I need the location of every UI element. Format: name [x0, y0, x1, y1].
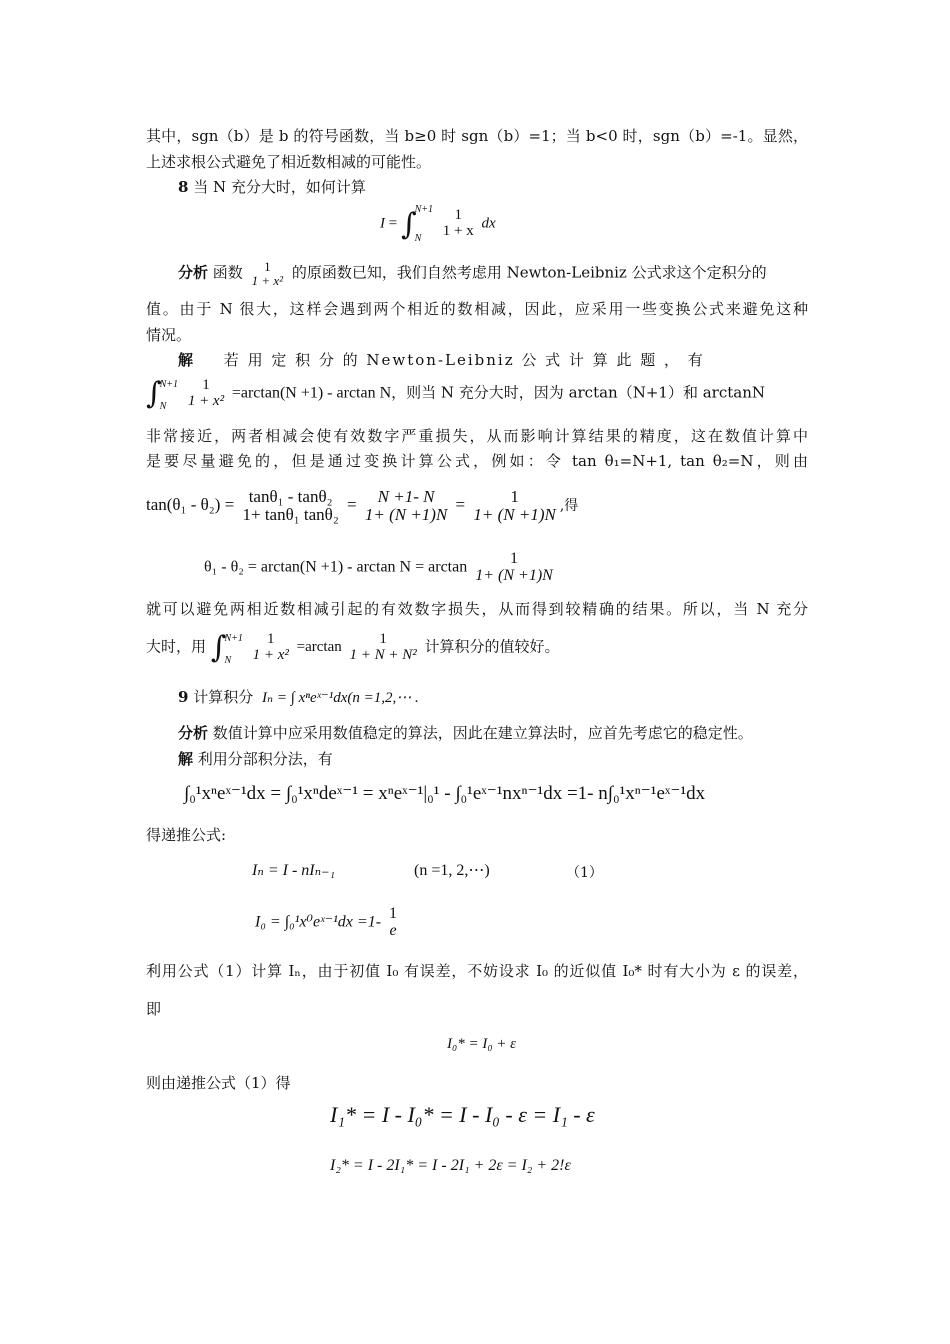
solution-text: 若 用 定 积 分 的 Newton-Leibniz 公 式 计 算 此 题 ， 有: [223, 351, 705, 369]
fraction: [473, 551, 555, 585]
paragraph-text: 计算积分的值较好。: [424, 637, 560, 656]
integral-lower: N: [414, 233, 422, 244]
integral-limits: [224, 628, 242, 668]
fraction: [441, 208, 476, 240]
fraction: [348, 632, 419, 664]
eq-symbol: I: [380, 215, 385, 232]
solution-8-line6: [146, 628, 560, 668]
solution-label: 解: [178, 750, 194, 768]
equation-i0: [255, 906, 401, 940]
question-number: 8: [178, 178, 189, 196]
eq-symbol: =: [455, 494, 466, 514]
fraction-numerator: 1: [202, 377, 210, 394]
eq-symbol: =arctan: [296, 639, 342, 656]
fraction-denominator: 1 + x²: [251, 272, 284, 288]
fraction: [471, 488, 557, 524]
paragraph-text: 大时，用: [146, 637, 207, 656]
fraction-numerator: N +1- N: [377, 487, 435, 506]
equation-epsilon: I₀* = I₀ + ε: [447, 1036, 517, 1052]
solution-8-line1: [178, 349, 808, 371]
fraction: [251, 632, 291, 664]
solution-8-line2: [146, 374, 765, 414]
equation-i1: I₁* = I - I₀* = I - I₀ - ε = I₁ - ε: [330, 1102, 595, 1127]
integral-limits: [415, 204, 433, 244]
paragraph-line: 就可以避免两相近数相减引起的有效数字损失，从而得到较精确的结果。所以，当 N 充分: [146, 600, 808, 618]
fraction-numerator: 1: [510, 550, 519, 567]
eq-symbol: =: [388, 215, 398, 232]
equation-integration-by-parts: ∫₀¹xⁿeˣ⁻¹dx = ∫₀¹xⁿdeˣ⁻¹ = xⁿeˣ⁻¹|₀¹ - ∫₀¹eˣ⁻¹nxⁿ⁻¹dx =1- n∫₀¹xⁿ⁻¹eˣ⁻¹dx: [184, 783, 706, 804]
analysis-8-line1: [178, 260, 767, 287]
equation-recursion-condition: (n =1, 2,⋯): [414, 862, 490, 879]
analysis-9: [178, 722, 753, 744]
recursion-label: 得递推公式:: [146, 826, 227, 844]
inline-equation: [210, 630, 425, 666]
integral-sign: ∫: [210, 630, 227, 665]
question-number: 9: [178, 688, 189, 706]
question-equation: Iₙ = ∫ xⁿeˣ⁻¹dx(n =1,2,⋯ .: [262, 690, 419, 706]
fraction-denominator: 1 + N + N²: [349, 647, 417, 663]
paragraph-line: 则由递推公式（1）得: [146, 1074, 291, 1092]
fraction: [363, 488, 449, 524]
fraction-numerator: 1: [454, 207, 463, 224]
fraction: [240, 488, 340, 524]
fraction-denominator: 1+ (N +1)N: [473, 504, 556, 524]
eq-lhs: tan(θ₁ - θ₂) =: [146, 494, 235, 514]
paragraph-line: 即: [146, 1000, 162, 1018]
fraction-denominator: 1+ (N +1)N: [475, 566, 553, 584]
fraction-numerator: 1: [379, 631, 387, 648]
paragraph-text: ，则当 N 充分大时，因为 arctan（N+1）和 arctanN: [391, 383, 765, 402]
fraction-denominator: 1 + x: [442, 223, 474, 239]
solution-label: 解: [178, 351, 194, 369]
analysis-label: 分析: [178, 724, 209, 742]
eq-symbol: dx: [481, 215, 496, 232]
fraction-denominator: 1 + x²: [187, 393, 225, 409]
fraction-numerator: 1: [389, 905, 398, 922]
solution-text: 利用分部积分法，有: [197, 750, 333, 768]
paragraph-line: 是要尽量避免的，但是通过变换计算公式，例如：令 tan θ₁=N+1, tan θ₂=N，则由: [146, 452, 808, 470]
integral-lower: N: [159, 401, 167, 412]
eq-tail: ,得: [559, 497, 579, 514]
fraction-denominator: 1+ (N +1)N: [364, 504, 448, 524]
paragraph-line: 情况。: [146, 326, 192, 344]
question-9: [178, 686, 419, 709]
paragraph-line: 非常接近，两者相减会使有效数字严重损失，从而影响计算结果的精度，这在数值计算中: [146, 427, 808, 445]
equation-tan-difference: [146, 488, 578, 524]
integral-lower: N: [224, 655, 232, 666]
fraction-denominator: 1+ tanθ₁ tanθ₂: [242, 504, 339, 524]
question-text: 当 N 充分大时，如何计算: [193, 178, 366, 196]
fraction-denominator: 1 + x²: [252, 647, 289, 663]
question-8: [178, 176, 366, 198]
equation-i2: I₂* = I - 2I₁* = I - 2I₁ + 2ε = I₂ + 2!ε: [330, 1157, 571, 1174]
paragraph-line: 利用公式（1）计算 Iₙ，由于初值 I₀ 有误差，不妨设求 I₀ 的近似值 I₀* 时有大小为 ε 的误差，: [146, 962, 808, 980]
analysis-text: 数值计算中应采用数值稳定的算法，因此在建立算法时，应首先考虑它的稳定性。: [212, 724, 753, 742]
equation-tag: （1）: [566, 865, 603, 881]
integral-upper: N+1: [159, 379, 179, 390]
paragraph-line: 上述求根公式避免了相近数相减的可能性。: [146, 153, 432, 171]
eq-lhs: θ₁ - θ₂ = arctan(N +1) - arctan N = arctan: [204, 558, 468, 576]
integral-sign: ∫: [400, 206, 417, 242]
integral-upper: N+1: [224, 633, 243, 644]
fraction-numerator: tanθ₁ - tanθ₂: [248, 487, 333, 506]
fraction: [250, 260, 285, 287]
analysis-text: 的原函数已知，我们自然考虑用 Newton-Leibniz 公式求这个定积分的: [291, 263, 767, 282]
integral-upper: N+1: [414, 204, 434, 215]
fraction: [186, 378, 226, 410]
fraction: [387, 906, 399, 940]
analysis-text: 函数: [212, 263, 243, 282]
integral-limits: [160, 374, 178, 414]
paragraph-line: 值。由于 N 很大，这样会遇到两个相近的数相减，因此，应采用一些变换公式来避免这种: [146, 300, 808, 318]
eq-lhs: I₀ = ∫₀¹x⁰eˣ⁻¹dx =1-: [255, 913, 382, 931]
equation-rhs: =arctan(N +1) - arctan N: [231, 384, 392, 402]
analysis-label: 分析: [178, 263, 209, 282]
fraction-numerator: 1: [267, 631, 275, 648]
solution-9: [178, 748, 333, 770]
question-text: 计算积分: [193, 688, 254, 706]
equation-theta-difference: [204, 551, 557, 585]
paragraph-line: 其中，sgn（b）是 b 的符号函数，当 b≥0 时 sgn（b）=1；当 b<0 时，sgn（b）=-1。显然，: [146, 127, 808, 145]
fraction-numerator: 1: [264, 259, 271, 274]
eq-symbol: =: [347, 494, 357, 514]
integral-sign: ∫: [146, 376, 162, 411]
equation-recursion: Iₙ = I - nIₙ₋₁: [252, 862, 336, 879]
equation-q8: [380, 204, 496, 244]
fraction-numerator: 1: [510, 487, 519, 506]
fraction-denominator: e: [389, 921, 397, 939]
